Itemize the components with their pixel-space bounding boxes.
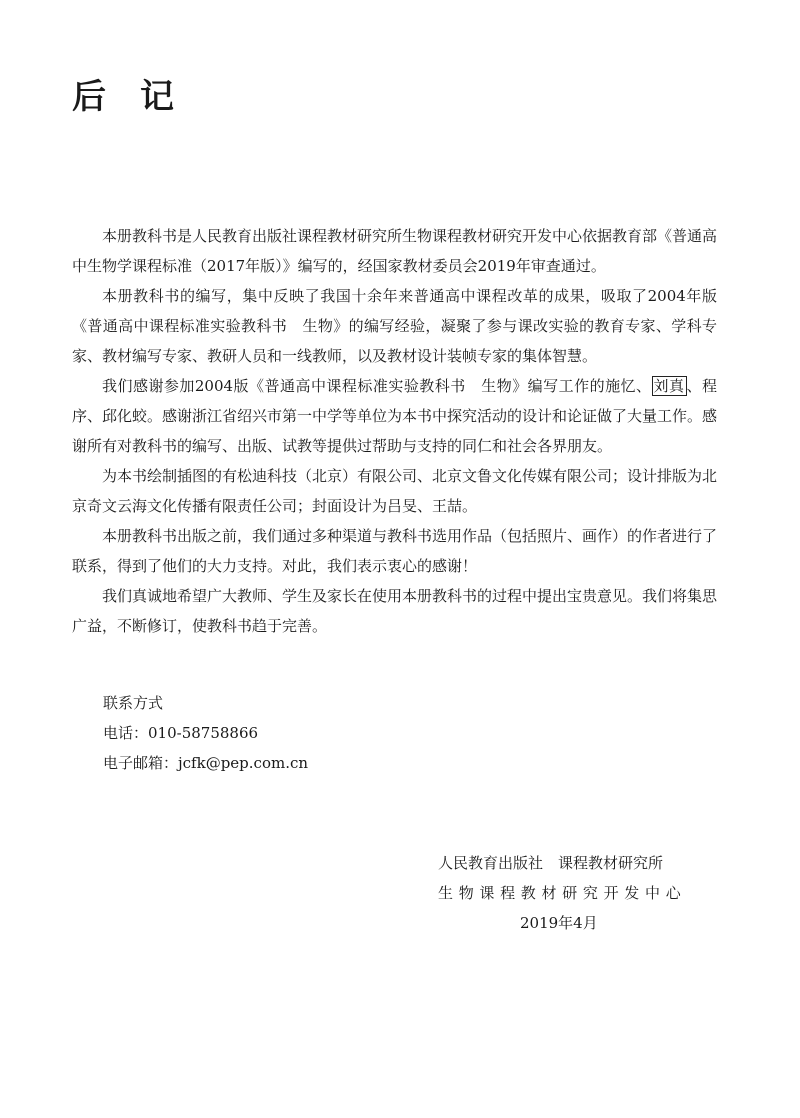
afterword-body	[72, 221, 717, 641]
contact-info	[103, 688, 308, 778]
paragraph: 本册教科书出版之前，我们通过多种渠道与教科书选用作品（包括照片、画作）的作者进行了联系，得到了他们的大力支持。对此，我们表示衷心的感谢！	[72, 527, 718, 575]
signature-center: 生物课程教材研究开发中心	[438, 884, 687, 902]
contact-phone: 电话：010-58758866	[103, 724, 259, 742]
paragraph: 为本书绘制插图的有松迪科技（北京）有限公司、北京文鲁文化传媒有限公司；设计排版为北京奇文云海文化传播有限责任公司；封面设计为吕旻、王喆。	[72, 467, 718, 515]
signature-publisher: 人民教育出版社 课程教材研究所	[438, 854, 664, 872]
signature-date: 2019年4月	[520, 914, 598, 932]
paragraph: 我们真诚地希望广大教师、学生及家长在使用本册教科书的过程中提出宝贵意见。我们将集思广益，不断修订，使教科书趋于完善。	[72, 587, 718, 635]
contact-heading: 联系方式	[103, 694, 164, 712]
paragraph: 本册教科书是人民教育出版社课程教材研究所生物课程教材研究开发中心依据教育部《普通高中生物学课程标准（2017年版）》编写的，经国家教材委员会2019年审查通过。	[72, 227, 718, 275]
page-title: 后 记	[72, 77, 174, 117]
paragraph-segment: 我们感谢参加2004版《普通高中课程标准实验教科书 生物》编写工作的施忆、	[102, 377, 652, 395]
paragraph-segment: 、程序、邱化蛟。感谢浙江省绍兴市第一中学等单位为本书中探究活动的设计和论证做了大量工作。感谢所有对教科书的编写、出版、试教等提供过帮助与支持的同仁和社会各界朋友。	[72, 377, 718, 455]
boxed-name: 刘真	[653, 377, 685, 395]
signature-block	[438, 848, 687, 938]
paragraph	[72, 371, 717, 461]
paragraph: 本册教科书的编写，集中反映了我国十余年来普通高中课程改革的成果，吸取了2004年版《普通高中课程标准实验教科书 生物》的编写经验，凝聚了参与课改实验的教育专家、学科专家、教材编写专家、教研人员和一线教师，以及教材设计装帧专家的集体智慧。	[72, 287, 717, 365]
contact-email: 电子邮箱：jcfk@pep.com.cn	[103, 754, 309, 772]
